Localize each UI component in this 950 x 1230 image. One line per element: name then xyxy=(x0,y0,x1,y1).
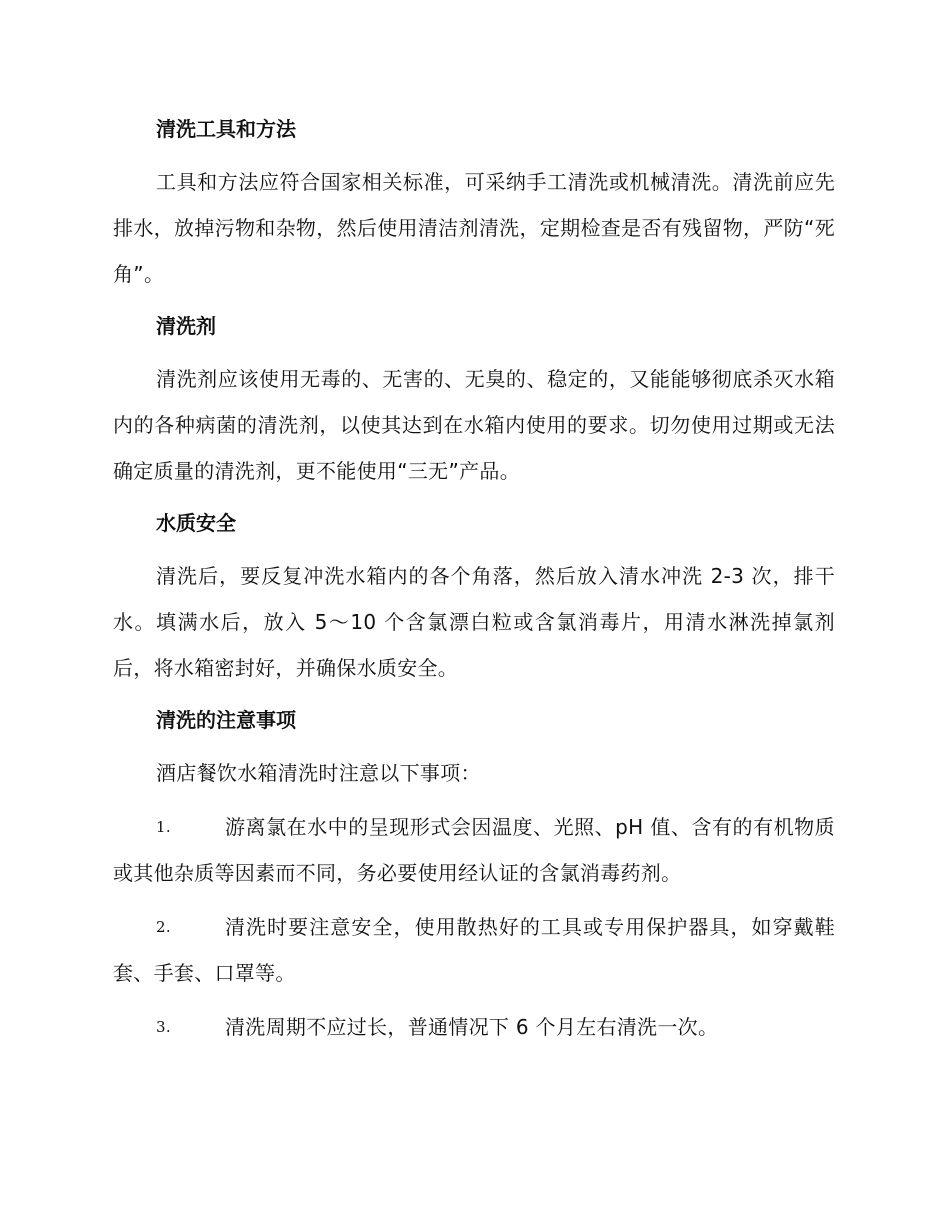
list-item xyxy=(113,1004,835,1050)
section-heading-tools: 清洗工具和方法 xyxy=(156,117,296,141)
section-paragraph-water-safety: 清洗后，要反复冲洗水箱内的各个角落，然后放入清水冲洗 2-3 次，排干水。填满水后，放入 5～10 个含氯漂白粒或含氯消毒片，用清水淋洗掉氯剂后，将水箱密封好，并确保水质安全。 xyxy=(113,564,835,680)
section-heading-precautions: 清洗的注意事项 xyxy=(156,708,296,732)
section-paragraph-precautions: 酒店餐饮水箱清洗时注意以下事项： xyxy=(156,761,481,785)
section-heading-detergent: 清洗剂 xyxy=(156,314,216,338)
document-page xyxy=(113,108,835,1058)
list-item-text: 清洗时要注意安全，使用散热好的工具或专用保护器具，如穿戴鞋套、手套、口罩等。 xyxy=(113,915,835,985)
section-paragraph-detergent: 清洗剂应该使用无毒的、无害的、无臭的、稳定的，又能能够彻底杀灭水箱内的各种病菌的清洗剂，以使其达到在水箱内使用的要求。切勿使用过期或无法确定质量的清洗剂，更不能使用“三无”产品。 xyxy=(113,367,835,483)
section-heading-water-safety: 水质安全 xyxy=(156,511,236,535)
list-item-number: 3. xyxy=(156,1018,171,1036)
section-paragraph-tools: 工具和方法应符合国家相关标准，可采纳手工清洗或机械清洗。清洗前应先排水，放掉污物和杂物，然后使用清洁剂清洗，定期检查是否有残留物，严防“死角”。 xyxy=(113,170,835,286)
list-item-number: 2. xyxy=(156,918,171,936)
list-item-text: 游离氯在水中的呈现形式会因温度、光照、pH 值、含有的有机物质或其他杂质等因素而不同，务必要使用经认证的含氯消毒药剂。 xyxy=(113,815,835,885)
precautions-list xyxy=(113,804,835,1050)
list-item xyxy=(113,804,835,896)
list-item xyxy=(113,904,835,996)
list-item-number: 1. xyxy=(156,818,171,836)
list-item-text: 清洗周期不应过长，普通情况下 6 个月左右清洗一次。 xyxy=(225,1015,719,1039)
